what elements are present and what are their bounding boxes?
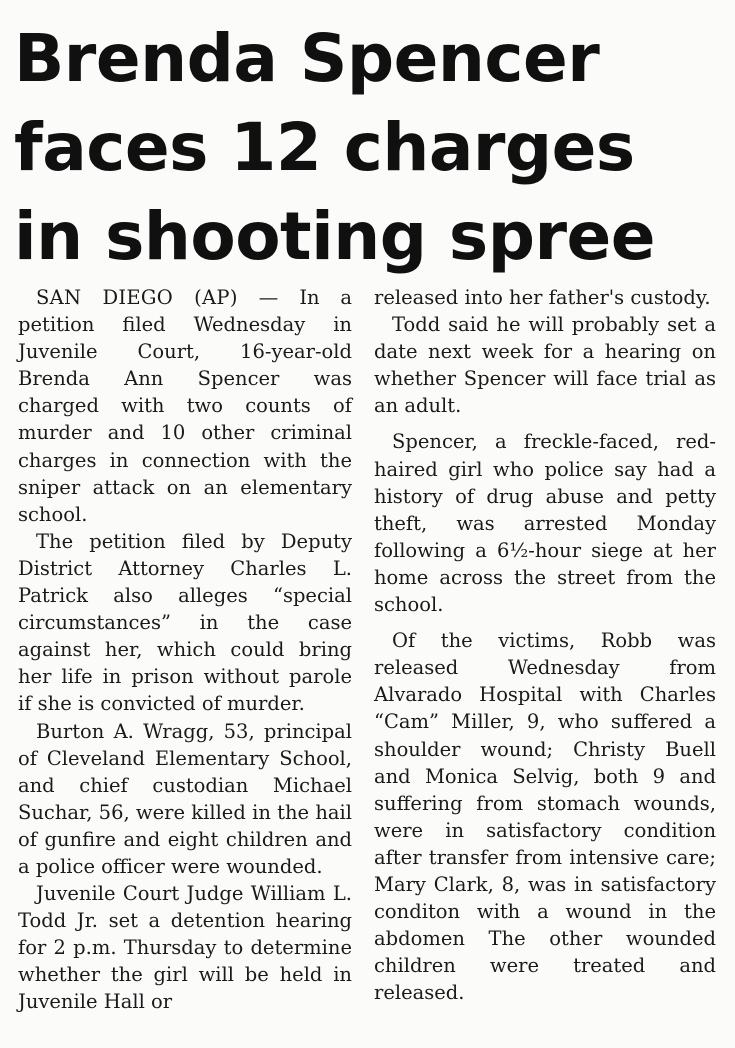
paragraph-victims-status: Of the victims, Robb was released Wednesday from Alvarado Hospital with Charles “Cam” Miller, 9, who suffered a shoulder wound; Christy Buell and Monica Selvig, both 9 and suffering from stomach wounds, were in satisfactory condition after transfer from intensive care; Mary Clark, 8, was in satisfactory conditon with a wound in the abdomen The other wounded children were treated and released. bbox=[374, 629, 716, 1005]
left-column bbox=[18, 284, 352, 1016]
dateline: SAN DIEGO (AP) — bbox=[36, 286, 279, 309]
paragraph-spencer: Spencer, a freckle-faced, red-haired girl who police say had a history of drug abuse and petty theft, was arrested Monday following a 6½-hour siege at her home across the street from the school. bbox=[374, 430, 716, 617]
headline-line-3: in shooting spree bbox=[14, 198, 656, 275]
paragraph-lead-text: In a petition filed Wednesday in Juvenile Court, 16-year-old Brenda Ann Spencer was charged with two counts of murder and 10 other criminal charges in connection with the sniper attack on an elementary school. bbox=[18, 286, 352, 526]
headline-line-1: Brenda Spencer bbox=[14, 20, 600, 97]
right-column bbox=[374, 284, 716, 1006]
paragraph-judge: Juvenile Court Judge William L. Todd Jr. set a detention hearing for 2 p.m. Thursday to determine whether the girl will be held in Juvenile Hall or bbox=[18, 882, 352, 1014]
paragraph-custody: released into her father's custody. bbox=[374, 286, 711, 309]
paragraph-lead bbox=[18, 284, 352, 528]
paragraph-petition: The petition filed by Deputy District Attorney Charles L. Patrick also alleges “special circumstances” in the case against her, which could bring her life in prison without parole if she is convicted of murder. bbox=[18, 529, 352, 716]
paragraph-hearing: Todd said he will probably set a date next week for a hearing on whether Spencer will face trial as an adult. bbox=[374, 313, 716, 418]
headline bbox=[14, 14, 726, 281]
paragraph-victims-killed: Burton A. Wragg, 53, principal of Cleveland Elementary School, and chief custodian Michael Suchar, 56, were killed in the hail of gunfire and eight children and a police officer were wounded. bbox=[18, 719, 352, 878]
headline-line-2: faces 12 charges bbox=[14, 109, 635, 186]
